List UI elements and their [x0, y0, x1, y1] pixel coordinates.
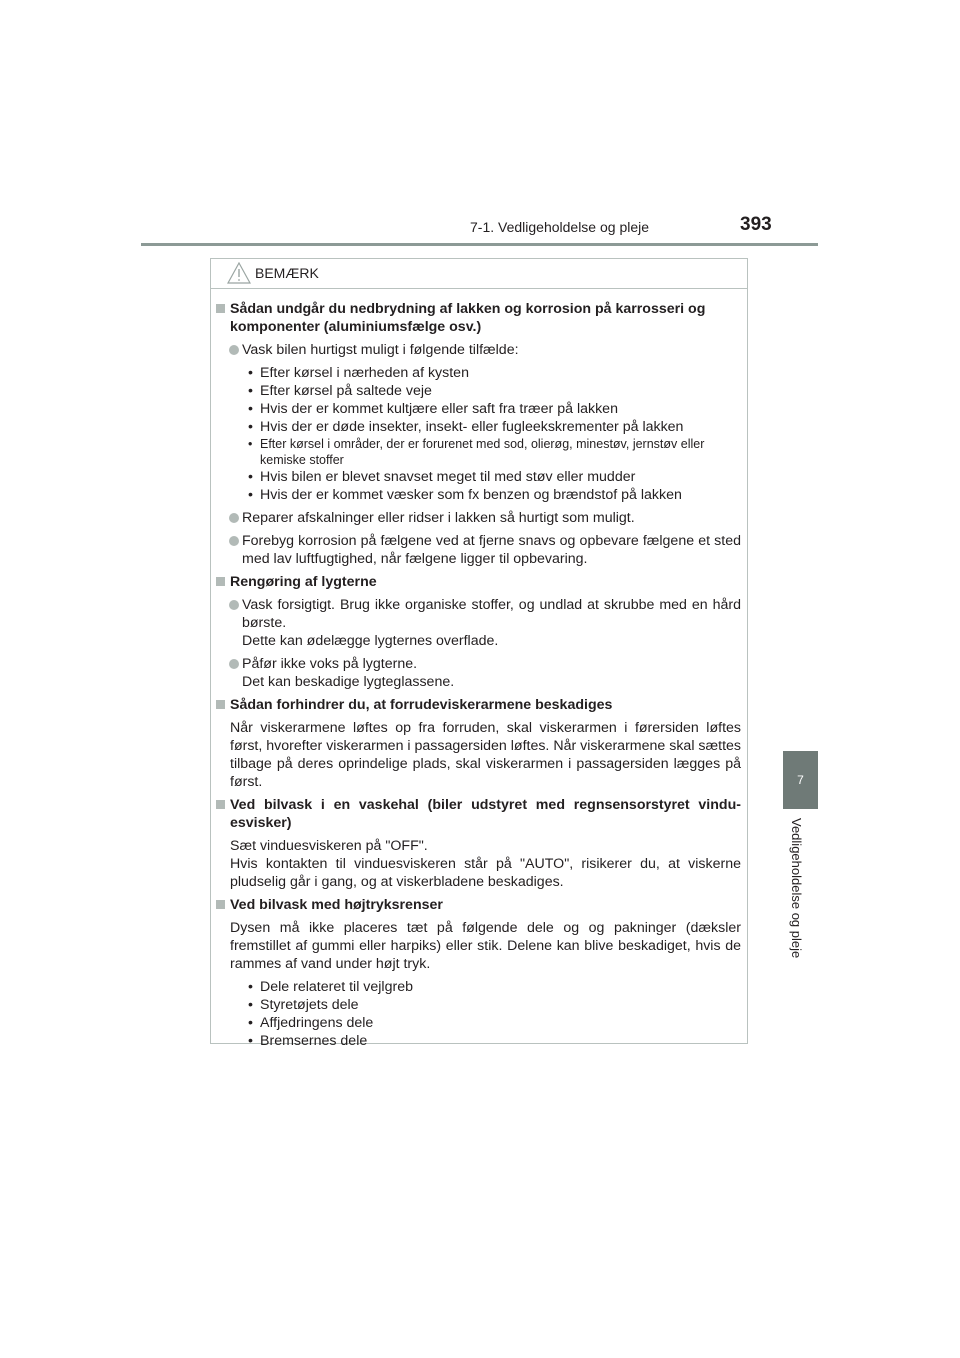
list-item: • Hvis der er kommet kultjære eller saft fra træer på lakken: [248, 401, 618, 417]
section-heading: Ved bilvask med højtryksrenser: [216, 896, 741, 914]
circle-bullet-icon: [229, 513, 239, 523]
section-heading: Sådan undgår du nedbrydning af lakken og korrosion på karrosseri og komponenter (aluminiumsfælge osv.): [216, 300, 741, 336]
paragraph: Når viskerarmene løftes op fra forruden, skal viskerarmen i førersiden løftes først, hvorefter viskerarmen i passagersiden løftes. Når viskerarmene skal sættes tilbage på deres oprindelige plads, skal viskerarmen i passagersiden lægges på først.: [230, 720, 741, 790]
list-item: • Hvis der er døde insekter, insekt- eller fugleekskrementer på lakken: [248, 419, 684, 435]
square-bullet-icon: [216, 577, 225, 586]
bullet-item: Vask forsigtigt. Brug ikke organiske stoffer, og undlad at skrubbe med en hård børste. Dette kan ødelægge lygternes overflade.: [216, 596, 741, 650]
square-bullet-icon: [216, 304, 225, 313]
paragraph: Sæt vinduesviskeren på "OFF". Hvis kontakten til vinduesviskeren står på "AUTO", risikerer du, at viskerne pludselig går i gang, og at viskerbladene beskadiges.: [230, 838, 741, 890]
paragraph: Dysen må ikke placeres tæt på følgende dele og og pakninger (dæksler fremstillet af gummi eller harpiks) eller stik. Delene kan blive beskadiget, hvis de rammes af vand under højt tryk.: [230, 920, 741, 972]
list-item: • Bremsernes dele: [248, 1033, 368, 1049]
sub-list: [216, 978, 741, 1050]
section-heading: Sådan forhindrer du, at forrudeviskerarmene beskadiges: [216, 696, 741, 714]
list-item: • Styretøjets dele: [248, 997, 359, 1013]
square-bullet-icon: [216, 900, 225, 909]
page-number: 393: [740, 214, 772, 235]
circle-bullet-icon: [229, 659, 239, 669]
list-item: • Dele relateret til vejlgreb: [248, 979, 413, 995]
header-divider: [141, 243, 818, 246]
square-bullet-icon: [216, 700, 225, 709]
notice-label: BEMÆRK: [255, 265, 319, 281]
section-heading: Rengøring af lygterne: [216, 573, 741, 591]
notice-content: [216, 300, 741, 1055]
circle-bullet-icon: [229, 345, 239, 355]
bullet-item: Påfør ikke voks på lygterne. Det kan beskadige lygteglassene.: [216, 655, 741, 691]
chapter-heading: 7-1. Vedligeholdelse og pleje: [470, 219, 650, 235]
chapter-tab: [783, 751, 818, 809]
list-item: • Affjedringens dele: [248, 1015, 374, 1031]
bullet-item: Vask bilen hurtigst muligt i følgende tilfælde:: [216, 341, 741, 359]
square-bullet-icon: [216, 800, 225, 809]
bullet-item: Forebyg korrosion på fælgene ved at fjerne snavs og opbevare fælgene et sted med lav luftfugtighed, når fælgene ligger til opbevaring.: [216, 532, 741, 568]
list-item: • Efter kørsel på saltede veje: [248, 383, 432, 399]
section-heading: Ved bilvask i en vaskehal (biler udstyret med regnsensorstyret vinduesvisker): [216, 796, 741, 832]
list-item: • Hvis bilen er blevet snavset meget til med støv eller mudder: [248, 469, 636, 485]
list-item: • Hvis der er kommet væsker som fx benzen og brændstof på lakken: [248, 487, 682, 503]
notice-box: [210, 258, 748, 1049]
warning-triangle-icon: [227, 262, 251, 289]
list-item: • Efter kørsel i nærheden af kysten: [248, 365, 469, 381]
sub-list: [216, 364, 741, 504]
circle-bullet-icon: [229, 536, 239, 546]
bullet-item: Reparer afskalninger eller ridser i lakken så hurtigt som muligt.: [216, 509, 741, 527]
chapter-tab-title: Vedligeholdelse og pleje: [789, 818, 804, 959]
circle-bullet-icon: [229, 600, 239, 610]
notice-header: [211, 259, 747, 289]
list-item: • Efter kørsel i områder, der er forurenet med sod, olierøg, minestøv, jernstøv eller kemiske stoffer: [248, 437, 705, 467]
chapter-tab-number: 7: [797, 773, 804, 787]
